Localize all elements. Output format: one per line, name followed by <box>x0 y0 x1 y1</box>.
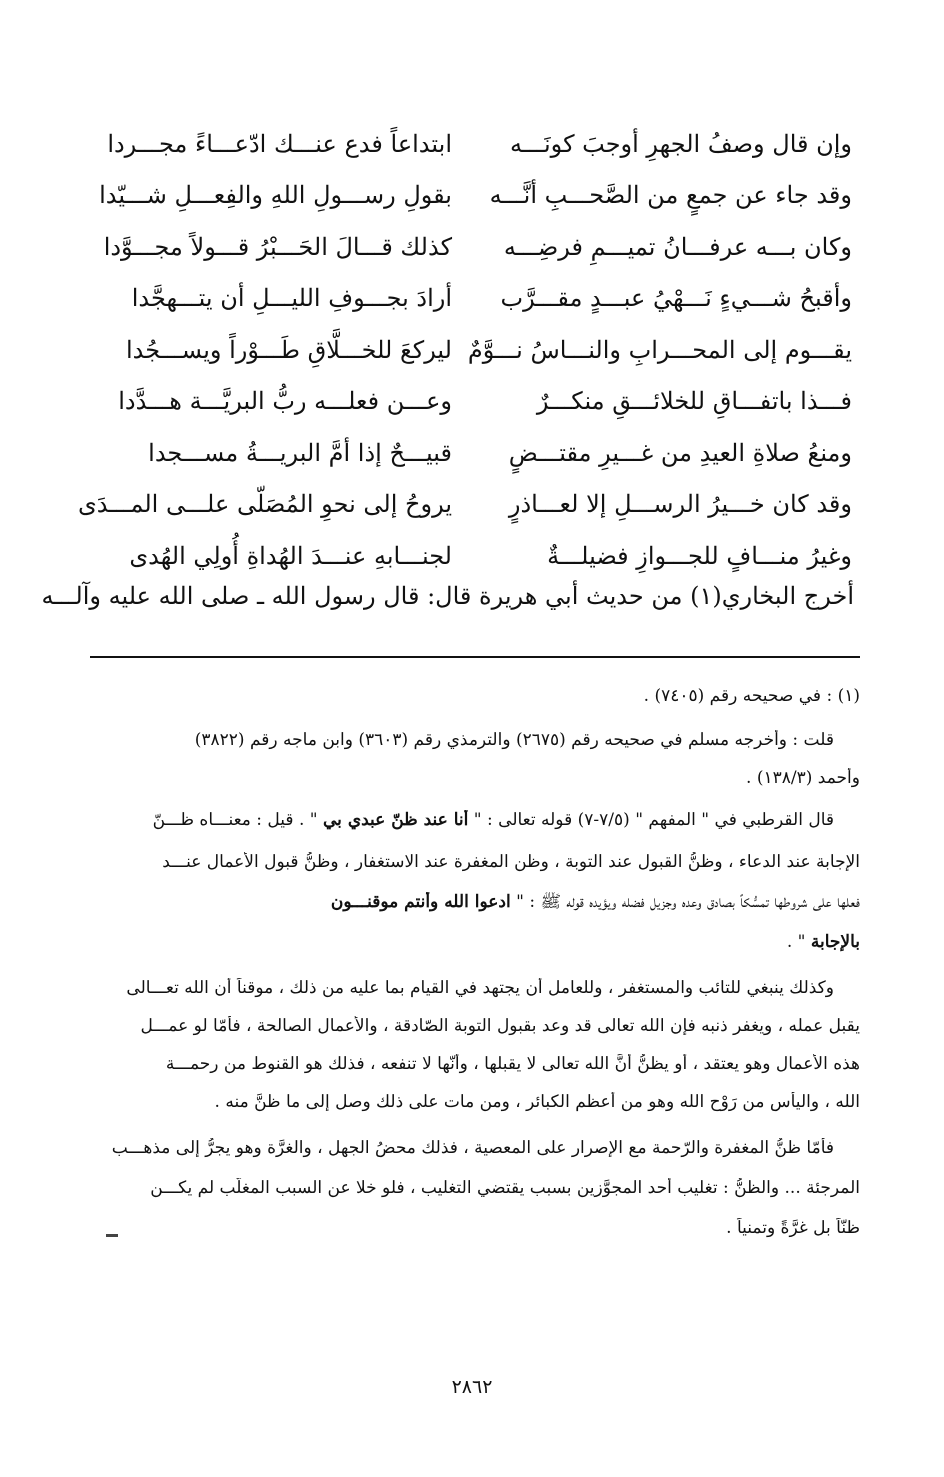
verse-second-hemistich: وعـــن فعلـــه ربُّ البريَّـــة هـــدَّدا <box>118 387 452 416</box>
verse <box>77 479 852 531</box>
verse-first-hemistich: وقد جاء عن جمعٍ من الصَّحـــبِ أنَّـــه <box>489 181 852 210</box>
note-text: " . <box>786 932 806 952</box>
verse-first-hemistich: ومنعُ صلاةِ العيدِ من غـــيرِ مقتـــضٍ <box>508 438 852 467</box>
verse <box>92 324 852 376</box>
hadith-quote: بالإجابة <box>810 932 860 952</box>
verse <box>92 118 852 170</box>
note-line: قلت : وأخرجه مسلم في صحيحه رقم (٢٦٧٥) والترمذي رقم (٣٦٠٣) وابن ماجه رقم (٣٨٢٢) <box>194 730 834 750</box>
verse <box>92 530 852 582</box>
note-line: فأمّا ظنُّ المغفرة والرّحمة مع الإصرار على المعصية ، فذلك محضُ الجهل ، والغرَّة وهو يجرُّ إلى مذهـــب <box>111 1138 834 1158</box>
verse <box>92 273 852 325</box>
note-line: الله ، واليأس من رَوْح الله وهو من أعظم الكبائر ، ومن مات على ذلك وصل إلى ما ظنَّ منه . <box>214 1092 860 1112</box>
note-line: ظنّاً بل غرَّةً وتمنياً . <box>726 1218 860 1238</box>
verse-first-hemistich: وكان بـــه عرفـــانُ تميـــمِ فرضِـــه <box>503 232 852 261</box>
verse-second-hemistich: أرادَ بجـــوفِ الليـــلِ أن يتـــهجَّدا <box>131 284 452 313</box>
verse-first-hemistich: فـــذا باتفـــاقِ للخلائـــقِ منكـــرٌ <box>536 387 852 416</box>
note-line: المرجئة ... والظنُّ : تغليب أحد المجوَّزين بسبب يقتضي التغليب ، فلو خلا عن السبب المغلّب لم يكـــن <box>150 1178 860 1198</box>
hadith-quote: أنا عند ظنّ عبدي بي <box>323 810 469 830</box>
verse-second-hemistich: لجنـــابهِ عنـــدَ الهُداةِ أُولِي الهُدى <box>129 541 452 570</box>
end-mark <box>106 1234 118 1237</box>
verse-second-hemistich: ليركعَ للخـــلَّاقِ طَـــوْراً ويســـجُدا <box>125 335 452 364</box>
hadith-quote: ادعوا الله وأنتم موقنـــون <box>330 892 511 912</box>
verse-second-hemistich: ابتداعاً فدع عنـــك ادّعـــاءً مجـــردا <box>107 129 452 158</box>
note-line <box>70 892 860 913</box>
verse-first-hemistich: وغيرُ منـــافٍ للجـــوازِ فضيلـــةٌ <box>547 541 852 570</box>
verse-second-hemistich: كذلك قـــالَ الحَـــبْرُ قـــولاً مجـــوَّدا <box>103 232 452 261</box>
note-text: " . قيل : معنـــاه ظـــنّ <box>152 810 318 830</box>
note-line: الإجابة عند الدعاء ، وظنُّ القبول عند التوبة ، وظن المغفرة عند الاستغفار ، وظنُّ قبول الأعمال عنـــد <box>162 852 860 872</box>
verse-first-hemistich: وقد كان خـــيرُ الرســـلِ إلا لعـــاذرٍ <box>508 490 852 519</box>
note-line: وكذلك ينبغي للتائب والمستغفر ، وللعامل أن يجتهد في القيام بما عليه من ذلك ، موقناً أن الله تعـــالى <box>126 978 834 998</box>
verse <box>92 427 852 479</box>
closing-prose-line: أخرج البخاري(١) من حديث أبي هريرة قال: قال رسول الله ـ صلى الله عليه وآلـــه <box>41 582 854 610</box>
verse-first-hemistich: يقـــوم إلى المحـــرابِ والنـــاسُ نـــوَّمٌ <box>467 335 852 364</box>
verse <box>92 221 852 273</box>
note-line: يقبل عمله ، ويغفر ذنبه فإن الله تعالى قد وعد بقبول التوبة الصّادقة ، والأعمال الصالحة ، فأمّا لو عمـــل <box>140 1016 860 1036</box>
verse-first-hemistich: وأقبحُ شـــيءٍ نَـــهْيُ عبـــدٍ مقـــرَّب <box>500 284 852 313</box>
page-number: ٢٨٦٢ <box>451 1376 493 1398</box>
verse-first-hemistich: وإن قال وصفُ الجهرِ أوجبَ كونَـــه <box>510 129 852 158</box>
verse-second-hemistich: بقولِ رســـولِ اللهِ والفِعـــلِ شـــيّدا <box>99 181 452 210</box>
note-line <box>70 810 834 831</box>
footnote-divider <box>90 656 860 658</box>
note-line: وأحمد (١٣٨/٣) . <box>746 768 860 788</box>
note-line: هذه الأعمال وهو يعتقد ، أو يظنُّ أنَّ الله تعالى لا يقبلها ، وأنّها لا تنفعه ، فذلك هو القنوط من رحمـــة <box>165 1054 860 1074</box>
verse-second-hemistich: يروحُ إلى نحوِ المُصَلّى علـــى المـــدَى <box>77 490 452 519</box>
note-line <box>70 932 860 953</box>
verse <box>92 170 852 222</box>
note-text: فعلها على شروطها تمسُّكاً بصادق وعده وجزيل فضله ويؤيده قوله ﷺ : " <box>516 892 860 912</box>
footnote: (١) : في صحيحه رقم (٧٤٠٥) . <box>643 686 860 706</box>
poem-block <box>77 118 852 582</box>
verse-second-hemistich: قبيـــحٌ إذا أمَّ البريـــةُ مســـجدا <box>148 438 452 467</box>
verse <box>92 376 852 428</box>
note-text: قال القرطبي في " المفهم " (٧/٥-٧) قوله تعالى : " <box>473 810 834 830</box>
